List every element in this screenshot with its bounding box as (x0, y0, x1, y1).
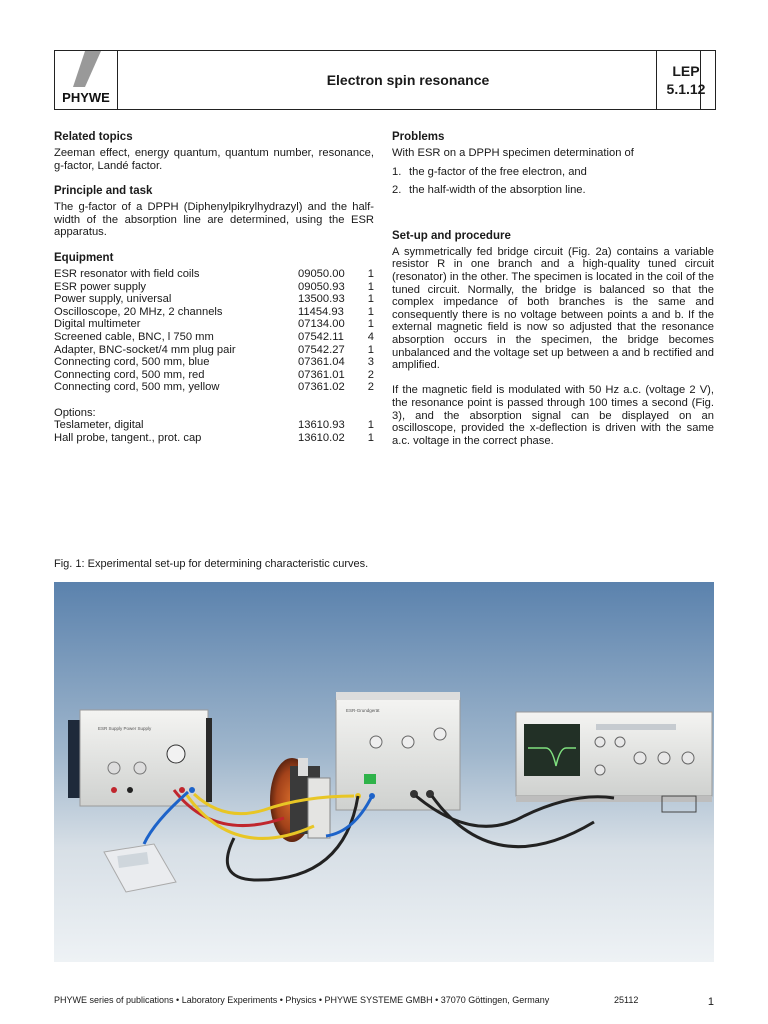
equipment-row (54, 419, 374, 432)
equipment-qty: 1 (367, 293, 374, 306)
equipment-name: Digital multimeter (54, 318, 141, 331)
equipment-qty: 1 (367, 419, 374, 432)
equipment-qty: 1 (367, 267, 374, 280)
phywe-logo (54, 50, 118, 110)
equipment-qty: 1 (367, 343, 374, 356)
equipment-row (54, 381, 374, 394)
equipment-name: ESR resonator with field coils (54, 267, 200, 280)
setup-section (392, 229, 714, 448)
equipment-row (54, 369, 374, 382)
page-number: 1 (707, 996, 714, 1008)
principle-heading: Principle and task (54, 185, 153, 198)
problem-number: 2. (392, 184, 402, 197)
footer-code: 25112 (614, 995, 639, 1005)
equipment-row (54, 331, 374, 344)
equipment-name: Adapter, BNC-socket/4 mm plug pair (54, 343, 236, 356)
logo-text: PHYWE (62, 90, 110, 105)
equipment-row (54, 356, 374, 369)
experiment-photo (54, 582, 714, 962)
esr-unit-label: ESR-Grundgerät (346, 708, 380, 713)
equipment-name: Screened cable, BNC, l 750 mm (54, 330, 214, 343)
problem-text: the g-factor of the free electron, and (409, 165, 587, 178)
equipment-qty: 2 (367, 381, 374, 394)
problem-number: 1. (392, 165, 402, 178)
equipment-code: 07542.27 (298, 343, 345, 356)
figure-caption: Fig. 1: Experimental set-up for determining characteristic curves. (54, 558, 369, 570)
lep-box (656, 50, 716, 110)
problems-heading: Problems (392, 131, 445, 143)
setup-paragraph-1: A symmetrically fed bridge circuit (Fig. 2a) contains a variable resistor R in one branch and a high-quality tuned circuit (resonator) in the other. The specimen is located in the coil of the tuned circuit. Normally, the bridge is balanced so that the complex impedance of both branches is the same and consequently there is no voltage between points a and b. If the external magnetic field is now so adjusted that the resonance absorption occurs in the specimen, the bridge becomes unbalanced and the voltage set up between a and b rectified and amplified. (392, 245, 714, 372)
equipment-name: Connecting cord, 500 mm, yellow (54, 381, 220, 394)
esr-base-unit-device (336, 692, 460, 810)
page-footer (54, 995, 714, 1009)
equipment-code: 07542.11 (298, 330, 344, 343)
equipment-row (54, 293, 374, 306)
right-column (392, 130, 714, 459)
equipment-qty: 1 (367, 318, 374, 331)
equipment-code: 13610.02 (298, 431, 345, 444)
problem-item (392, 184, 714, 197)
equipment-name: Hall probe, tangent., prot. cap (54, 431, 202, 444)
page-header (54, 50, 646, 110)
left-column (54, 130, 374, 456)
related-topics-heading: Related topics (54, 131, 133, 143)
power-supply-label: ESR Supply Power Supply (98, 726, 152, 731)
related-topics-section (54, 130, 374, 172)
equipment-name: Connecting cord, 500 mm, red (54, 368, 205, 381)
equipment-code: 07361.01 (298, 368, 345, 381)
problems-section (392, 130, 714, 197)
setup-heading: Set-up and procedure (392, 229, 511, 242)
equipment-list (54, 268, 374, 394)
equipment-qty: 1 (367, 431, 374, 444)
equipment-section (54, 251, 374, 444)
equipment-qty: 1 (367, 305, 374, 318)
options-label: Options: (54, 406, 96, 419)
lep-label: LEP (672, 63, 700, 79)
equipment-code: 07361.02 (298, 381, 345, 394)
equipment-name: Teslameter, digital (54, 419, 144, 432)
related-topics-text: Zeeman effect, energy quantum, quantum number, resonance, g-factor, Landé factor. (54, 147, 374, 172)
equipment-heading: Equipment (54, 251, 114, 264)
equipment-code: 11454.93 (298, 305, 344, 318)
equipment-code: 09050.93 (298, 280, 345, 293)
power-supply-device (68, 710, 212, 806)
equipment-row (54, 432, 374, 445)
title-box (116, 50, 701, 110)
options-list (54, 419, 374, 444)
equipment-row (54, 318, 374, 331)
equipment-name: Power supply, universal (54, 293, 172, 306)
problem-text: the half-width of the absorption line. (409, 184, 586, 197)
equipment-code: 07134.00 (298, 318, 345, 331)
equipment-code: 13500.93 (298, 293, 345, 306)
experiment-photo-image (54, 582, 714, 962)
equipment-row (54, 268, 374, 281)
equipment-row (54, 344, 374, 357)
page-title: Electron spin resonance (326, 72, 490, 88)
equipment-qty: 1 (367, 280, 374, 293)
equipment-qty: 3 (367, 356, 374, 369)
equipment-name: Connecting cord, 500 mm, blue (54, 356, 210, 369)
problems-list (392, 166, 714, 197)
equipment-code: 09050.00 (298, 267, 345, 280)
problems-intro: With ESR on a DPPH specimen determination of (392, 147, 634, 159)
footer-publisher: PHYWE series of publications • Laboratory Experiments • Physics • PHYWE SYSTEME GMBH • 37070 Göttingen, Germany (54, 995, 550, 1005)
principle-text: The g-factor of a DPPH (Diphenylpikrylhydrazyl) and the half-width of the absorption line are determined, using the ESR apparatus. (54, 201, 374, 239)
equipment-qty: 2 (367, 368, 374, 381)
setup-paragraph-2: If the magnetic field is modulated with 50 Hz a.c. (voltage 2 V), the resonance point is passed through 100 times a second (Fig. 3), and the absorption signal can be displayed on an oscilloscope, provided the x-deflection is driven with the same a.c. voltage in the correct phase. (392, 384, 714, 447)
principle-section (54, 184, 374, 239)
equipment-code: 07361.04 (298, 356, 345, 369)
equipment-name: ESR power supply (54, 280, 147, 293)
equipment-row (54, 281, 374, 294)
equipment-code: 13610.93 (298, 419, 345, 432)
equipment-qty: 4 (367, 330, 374, 343)
equipment-row (54, 306, 374, 319)
problem-item (392, 166, 714, 179)
phywe-logo-icon (55, 51, 117, 109)
lep-number: 5.1.12 (666, 81, 706, 97)
equipment-name: Oscilloscope, 20 MHz, 2 channels (54, 305, 223, 318)
